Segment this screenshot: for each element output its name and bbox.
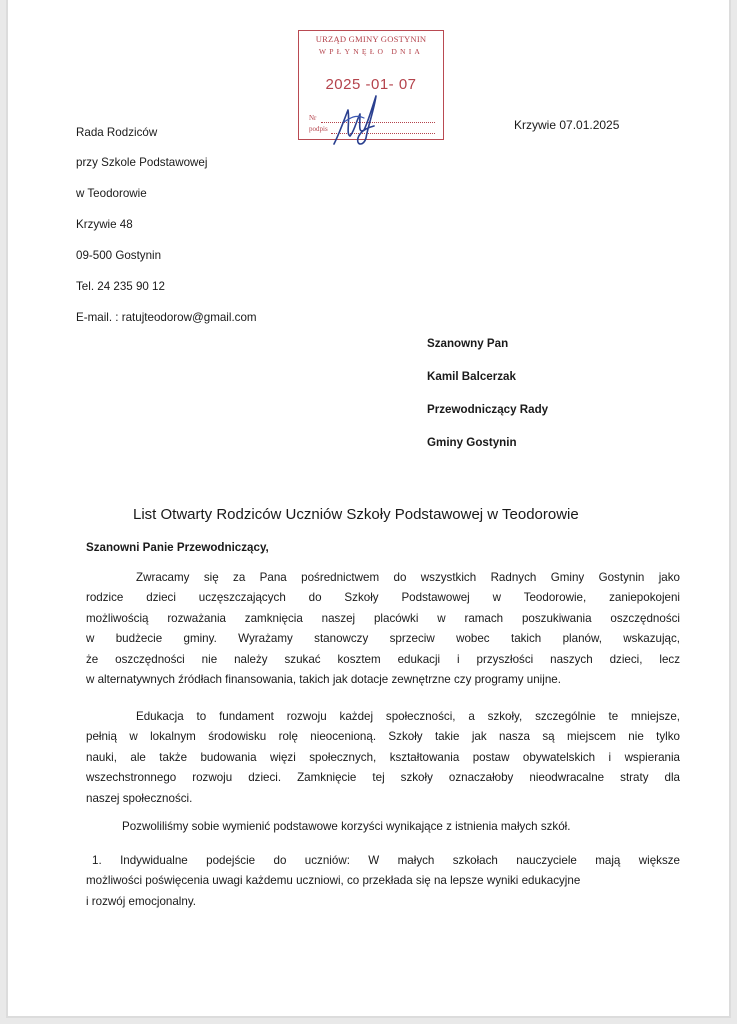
sender-address: Krzywie 48	[76, 218, 133, 231]
benefit-list-item-line: i rozwój emocjonalny.	[86, 894, 196, 908]
recipient-salutation: Szanowny Pan	[427, 337, 509, 350]
stamp-office-name: URZĄD GMINY GOSTYNIN	[315, 34, 427, 44]
stamp-signature-label: podpis	[309, 125, 328, 133]
letter-title: List Otwarty Rodziców Uczniów Szkoły Podstawowej w Teodorowie	[133, 506, 579, 523]
letter-salutation: Szanowni Panie Przewodniczący,	[86, 541, 269, 554]
stamp-date: 2025 -01- 07	[325, 76, 417, 93]
document-page	[6, 0, 731, 1018]
sender-phone: Tel. 24 235 90 12	[76, 280, 165, 293]
sender-location: w Teodorowie	[76, 187, 147, 200]
paragraph-1-line: możliwością rozważania zamknięcia naszej placówki w ramach poszukiwania oszczędności	[86, 611, 680, 625]
paragraph-2-line: wszechstronnego rozwoju dzieci. Zamknięcie tej szkoły oznaczałoby nieodwracalne straty dla	[86, 771, 680, 785]
paragraph-1-line: Zwracamy się za Pana pośrednictwem do wszystkich Radnych Gminy Gostynin jako	[136, 571, 680, 584]
stamp-received-label: WPŁYNĘŁO DNIA	[318, 47, 424, 56]
paragraph-1-line: rodzice dzieci uczęszczających do Szkoły Podstawowej w Teodorowie, zaniepokojeni	[86, 591, 680, 605]
paragraph-1-line: w budżecie gminy. Wyrażamy stanowczy sprzeciw wobec takich planów, wskazując,	[86, 632, 680, 646]
recipient-institution: Gminy Gostynin	[427, 436, 517, 449]
paragraph-2-line: naszej społeczności.	[86, 791, 193, 805]
recipient-name: Kamil Balcerzak	[427, 370, 516, 383]
paragraph-2-line: pełnią w lokalnym środowisku rolę nieocenioną. Szkoły takie jak nasza są miejscem nie tylko	[86, 730, 680, 744]
paragraph-1-line: w alternatywnych źródłach finansowania, takich jak dotacje zewnętrzne czy programy unijne.	[86, 672, 561, 686]
benefit-list-item-line: 1. Indywidualne podejście do uczniów: W małych szkołach nauczyciele mają większe	[92, 854, 680, 867]
paragraph-2-line: nauki, ale także budowania więzi społecznych, kształtowania postaw obywatelskich i wspierania	[86, 750, 680, 764]
paragraph-1	[86, 568, 680, 690]
paragraph-2	[86, 707, 680, 809]
paragraph-3: Pozwoliliśmy sobie wymienić podstawowe korzyści wynikające z istnienia małych szkół.	[122, 820, 571, 833]
benefit-list-item-line: możliwości poświęcenia uwagi każdemu uczniowi, co przekłada się na lepsze wyniki edukacyjne	[86, 874, 581, 888]
handwritten-signature-icon	[330, 92, 380, 148]
sender-affiliation: przy Szkole Podstawowej	[76, 156, 208, 169]
paragraph-2-line: Edukacja to fundament rozwoju każdej społeczności, a szkoły, szczególnie te mniejsze,	[136, 710, 680, 723]
place-and-date: Krzywie 07.01.2025	[514, 118, 620, 132]
paragraph-1-line: że oszczędności nie należy szukać kosztem edukacji i przyszłości naszych dzieci, lecz	[86, 652, 680, 666]
stamp-nr-label: Nr	[309, 114, 317, 122]
recipient-title: Przewodniczący Rady	[427, 403, 549, 416]
benefit-list-item-1	[86, 851, 680, 912]
sender-postal-code: 09-500 Gostynin	[76, 249, 162, 262]
sender-name: Rada Rodziców	[76, 126, 158, 139]
sender-email: E-mail. : ratujteodorow@gmail.com	[76, 311, 257, 324]
